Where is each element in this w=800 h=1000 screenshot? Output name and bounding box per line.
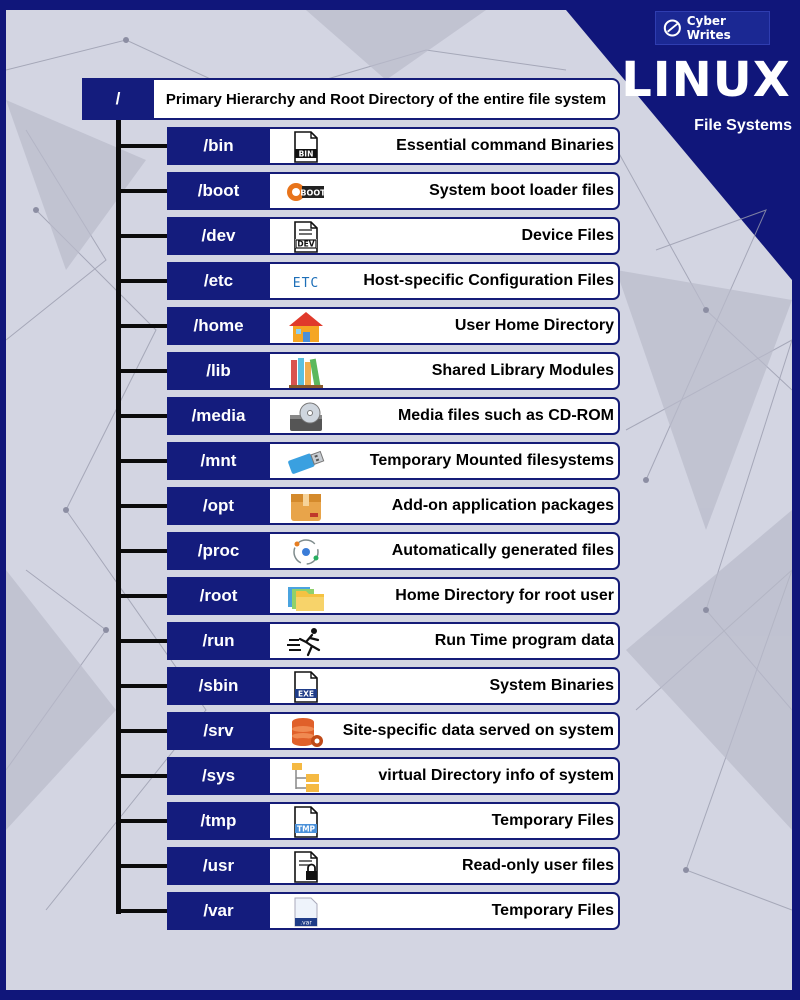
page-title: LINUX bbox=[621, 52, 791, 108]
tree-branch-line bbox=[116, 459, 167, 463]
directory-description: System Binaries bbox=[489, 677, 614, 694]
directory-path: /run bbox=[167, 622, 270, 660]
tree-branch-line bbox=[116, 189, 167, 193]
directory-path: /media bbox=[167, 397, 270, 435]
directory-card bbox=[270, 442, 620, 480]
directory-row bbox=[167, 307, 620, 345]
directory-row bbox=[167, 532, 620, 570]
directory-path: /etc bbox=[167, 262, 270, 300]
brand-name: Cyber Writes bbox=[686, 14, 731, 42]
directory-card bbox=[270, 172, 620, 210]
directory-row bbox=[167, 217, 620, 255]
directory-row bbox=[167, 667, 620, 705]
directory-row bbox=[167, 442, 620, 480]
directory-row bbox=[167, 577, 620, 615]
directory-description: Temporary Mounted filesystems bbox=[369, 452, 614, 469]
directory-description: Run Time program data bbox=[434, 632, 614, 649]
directory-card bbox=[270, 397, 620, 435]
cd-drive-icon bbox=[286, 401, 326, 433]
locked-file-icon bbox=[286, 851, 326, 883]
directory-card bbox=[270, 667, 620, 705]
directory-card bbox=[270, 262, 620, 300]
cyber-writes-logo-icon bbox=[662, 17, 683, 39]
root-directory-label: / bbox=[82, 78, 154, 120]
svg-text:DEV: DEV bbox=[297, 239, 315, 249]
directory-row bbox=[167, 172, 620, 210]
directory-path: /dev bbox=[167, 217, 270, 255]
directory-path: /proc bbox=[167, 532, 270, 570]
house-icon bbox=[286, 311, 326, 343]
directory-card bbox=[270, 127, 620, 165]
directory-card bbox=[270, 892, 620, 930]
directory-row bbox=[167, 487, 620, 525]
directory-path: /var bbox=[167, 892, 270, 930]
directory-path: /home bbox=[167, 307, 270, 345]
tree-branch-line bbox=[116, 594, 167, 598]
tmp-file-icon bbox=[286, 806, 326, 838]
tree-branch-line bbox=[116, 774, 167, 778]
tree-branch-line bbox=[116, 144, 167, 148]
directory-description: Temporary Files bbox=[491, 812, 614, 829]
bin-file-icon bbox=[286, 131, 326, 163]
directory-path: /tmp bbox=[167, 802, 270, 840]
tree-branch-line bbox=[116, 684, 167, 688]
directory-card bbox=[270, 757, 620, 795]
tree-branch-line bbox=[116, 549, 167, 553]
svg-text:.var: .var bbox=[300, 919, 312, 927]
page-subtitle: File Systems bbox=[694, 117, 792, 134]
directory-description: System boot loader files bbox=[429, 182, 614, 199]
directory-description: virtual Directory info of system bbox=[378, 767, 614, 784]
directory-card bbox=[270, 352, 620, 390]
directory-card bbox=[270, 577, 620, 615]
directory-description: Media files such as CD-ROM bbox=[397, 407, 614, 424]
tree-branch-line bbox=[116, 324, 167, 328]
directory-card bbox=[270, 622, 620, 660]
directory-path: /usr bbox=[167, 847, 270, 885]
directory-description: Read-only user files bbox=[461, 857, 614, 874]
folder-tree-icon bbox=[286, 761, 326, 793]
svg-text:EXE: EXE bbox=[297, 689, 315, 699]
directory-row bbox=[167, 892, 620, 930]
directory-path: /sys bbox=[167, 757, 270, 795]
process-cycle-icon bbox=[286, 536, 326, 568]
directory-card bbox=[270, 802, 620, 840]
tree-branch-line bbox=[116, 729, 167, 733]
tree-branch-line bbox=[116, 279, 167, 283]
tree-branch-line bbox=[116, 909, 167, 913]
tree-branch-line bbox=[116, 369, 167, 373]
dev-file-icon bbox=[286, 221, 326, 253]
directory-description: User Home Directory bbox=[454, 317, 614, 334]
directory-path: /sbin bbox=[167, 667, 270, 705]
brand-logo bbox=[655, 11, 770, 45]
tree-branch-line bbox=[116, 819, 167, 823]
directory-description: Device Files bbox=[521, 227, 614, 244]
directory-row bbox=[167, 127, 620, 165]
directory-description: Site-specific data served on system bbox=[342, 722, 614, 739]
directory-row bbox=[167, 262, 620, 300]
books-icon bbox=[286, 356, 326, 388]
tree-branch-line bbox=[116, 234, 167, 238]
directory-row bbox=[167, 622, 620, 660]
folders-icon bbox=[286, 581, 326, 613]
directory-row bbox=[167, 757, 620, 795]
directory-description: Host-specific Configuration Files bbox=[363, 272, 614, 289]
directory-card bbox=[270, 307, 620, 345]
svg-text:TMP: TMP bbox=[296, 824, 316, 834]
directory-path: /opt bbox=[167, 487, 270, 525]
directory-description: Add-on application packages bbox=[391, 497, 614, 514]
runner-icon bbox=[286, 626, 326, 658]
directory-card bbox=[270, 847, 620, 885]
tree-branch-line bbox=[116, 864, 167, 868]
var-file-icon bbox=[286, 896, 326, 928]
tree-trunk-line bbox=[116, 120, 121, 914]
directory-path: /mnt bbox=[167, 442, 270, 480]
boot-icon bbox=[286, 176, 326, 208]
directory-card bbox=[270, 217, 620, 255]
directory-description: Temporary Files bbox=[491, 902, 614, 919]
exe-file-icon bbox=[286, 671, 326, 703]
directory-path: /boot bbox=[167, 172, 270, 210]
directory-description: Automatically generated files bbox=[391, 542, 614, 559]
tree-branch-line bbox=[116, 414, 167, 418]
root-directory-description: Primary Hierarchy and Root Directory of the entire file system bbox=[154, 78, 620, 120]
database-gear-icon bbox=[286, 716, 326, 748]
directory-row bbox=[167, 352, 620, 390]
directory-path: /root bbox=[167, 577, 270, 615]
directory-row bbox=[167, 847, 620, 885]
root-directory-row bbox=[82, 78, 620, 120]
directory-card bbox=[270, 712, 620, 750]
directory-description: Essential command Binaries bbox=[396, 137, 614, 154]
directory-card bbox=[270, 487, 620, 525]
directory-card bbox=[270, 532, 620, 570]
directory-path: /lib bbox=[167, 352, 270, 390]
directory-row bbox=[167, 802, 620, 840]
usb-drive-icon bbox=[286, 446, 326, 478]
svg-text:ETC: ETC bbox=[292, 276, 320, 291]
svg-text:BOOT: BOOT bbox=[300, 188, 326, 198]
directory-description: Shared Library Modules bbox=[431, 362, 614, 379]
package-box-icon bbox=[286, 491, 326, 523]
etc-text-icon bbox=[286, 266, 326, 298]
directory-row bbox=[167, 397, 620, 435]
tree-branch-line bbox=[116, 639, 167, 643]
directory-description: Home Directory for root user bbox=[395, 587, 614, 604]
directory-row bbox=[167, 712, 620, 750]
directory-path: /srv bbox=[167, 712, 270, 750]
directory-path: /bin bbox=[167, 127, 270, 165]
tree-branch-line bbox=[116, 504, 167, 508]
svg-text:BIN: BIN bbox=[298, 149, 314, 159]
